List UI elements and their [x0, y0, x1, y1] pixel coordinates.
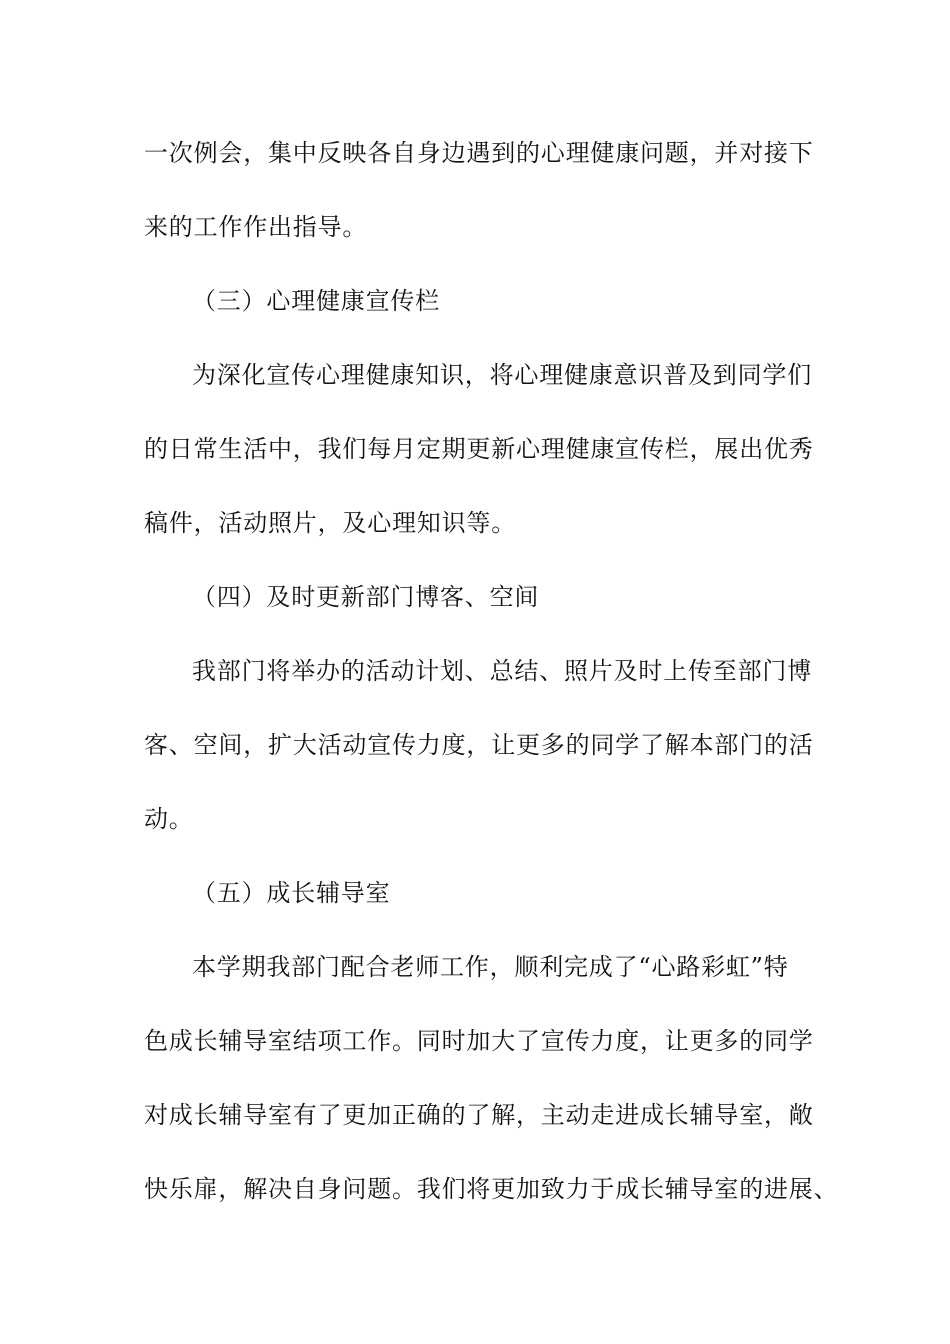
paragraph-line: 动。	[144, 805, 194, 833]
paragraph-line: 为深化宣传心理健康知识，将心理健康意识普及到同学们	[192, 361, 812, 389]
paragraph-line: 来的工作作出指导。	[144, 213, 368, 241]
paragraph-line: 对成长辅导室有了更加正确的了解，主动走进成长辅导室，敞	[144, 1101, 814, 1129]
paragraph-line: 一次例会，集中反映各自身边遇到的心理健康问题，并对接下	[144, 139, 814, 167]
paragraph-line: 稿件，活动照片，及心理知识等。	[144, 509, 516, 537]
paragraph-line: 我部门将举办的活动计划、总结、照片及时上传至部门博	[192, 657, 812, 685]
section-heading: （五）成长辅导室	[192, 879, 391, 907]
section-heading: （四）及时更新部门博客、空间	[192, 583, 540, 611]
paragraph-line: 的日常生活中，我们每月定期更新心理健康宣传栏，展出优秀	[144, 435, 814, 463]
section-heading: （三）心理健康宣传栏	[192, 287, 440, 315]
paragraph-line: 客、空间，扩大活动宣传力度，让更多的同学了解本部门的活	[144, 731, 814, 759]
paragraph-line: 本学期我部门配合老师工作，顺利完成了“心路彩虹”特	[192, 953, 789, 981]
paragraph-line: 色成长辅导室结项工作。同时加大了宣传力度，让更多的同学	[144, 1027, 814, 1055]
paragraph-line: 快乐扉，解决自身问题。我们将更加致力于成长辅导室的进展、	[144, 1175, 839, 1203]
